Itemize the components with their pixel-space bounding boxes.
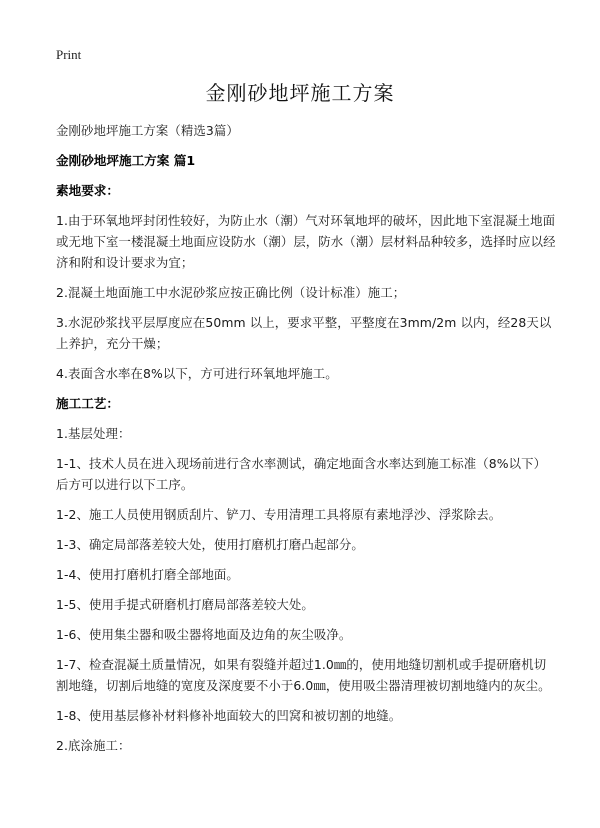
requirement-4: 4.表面含水率在8%以下，方可进行环氧地坪施工。 [56,366,338,381]
document-body [56,120,556,765]
requirement-2: 2.混凝土地面施工中水泥砂浆应按正确比例（设计标准）施工； [56,285,406,300]
process-1-4: 1-4、使用打磨机打磨全部地面。 [56,567,239,582]
process-1-3: 1-3、确定局部落差较大处，使用打磨机打磨凸起部分。 [56,537,364,552]
process-1-1: 1-1、技术人员在进入现场前进行含水率测试，确定地面含水率达到施工标准（8%以下）后方可以进行以下工序。 [56,456,547,492]
section-heading-base-requirements: 素地要求： [56,183,119,198]
chapter-heading: 金刚砂地坪施工方案 篇1 [56,153,196,168]
process-1-6: 1-6、使用集尘器和吸尘器将地面及边角的灰尘吸净。 [56,627,352,642]
requirement-3: 3.水泥砂浆找平层厚度应在50mm 以上，要求平整，平整度在3mm/2m 以内，经28天以上养护，充分干燥； [56,315,552,351]
section-heading-process: 施工工艺： [56,396,119,411]
process-1-7: 1-7、检查混凝土质量情况，如果有裂缝并超过1.0㎜的，使用地缝切割机或手提研磨机切割地缝，切割后地缝的宽度及深度要不小于6.0㎜，使用吸尘器清理被切割地缝内的灰尘。 [56,657,551,693]
process-step-1: 1.基层处理： [56,426,131,441]
process-1-2: 1-2、施工人员使用钢质刮片、铲刀、专用清理工具将原有素地浮沙、浮浆除去。 [56,507,502,522]
subtitle: 金刚砂地坪施工方案（精选3篇） [56,123,239,138]
process-step-2: 2.底涂施工： [56,738,131,753]
document-title: 金刚砂地坪施工方案 [205,81,395,105]
process-1-8: 1-8、使用基层修补材料修补地面较大的凹窝和被切割的地缝。 [56,708,402,723]
print-label: Print [56,47,82,62]
process-1-5: 1-5、使用手提式研磨机打磨局部落差较大处。 [56,597,314,612]
requirement-1: 1.由于环氧地坪封闭性较好，为防止水（潮）气对环氧地坪的破坏，因此地下室混凝土地面或无地下室一楼混凝土地面应设防水（潮）层，防水（潮）层材料品种较多，选择时应以经济和附和设计要求为宜； [56,213,556,270]
